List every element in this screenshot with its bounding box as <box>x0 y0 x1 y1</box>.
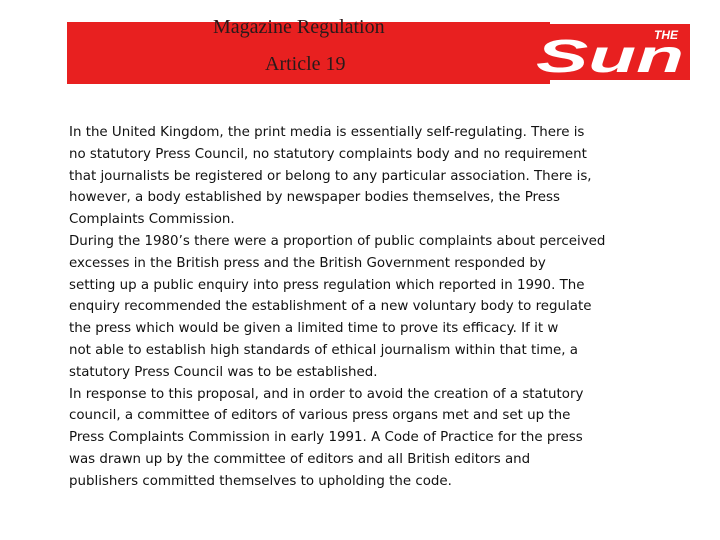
body-line: In the United Kingdom, the print media is essentially self-regulating. There is <box>69 125 585 140</box>
body-line: Complaints Commission. <box>69 212 235 228</box>
body-line: the press which would be given a limited time to prove its efficacy. If it w <box>69 321 559 337</box>
body-line: no statutory Press Council, no statutory complaints body and no requirement <box>69 146 587 162</box>
body-line: excesses in the British press and the British Government responded by <box>69 255 546 271</box>
header-banner <box>67 16 550 84</box>
body-line: council, a committee of editors of various press organs met and set up the <box>69 408 571 424</box>
body-line: setting up a public enquiry into press regulation which reported in 1990. The <box>69 277 585 293</box>
page-title: Magazine Regulation <box>213 16 385 38</box>
sun-logo-graphic <box>530 24 690 80</box>
body-line: publishers committed themselves to upholding the code. <box>69 473 452 489</box>
body-line: During the 1980’s there were a proportion of public complaints about perceived <box>69 233 606 249</box>
logo-main-text: Sun <box>536 30 684 80</box>
body-line: enquiry recommended the establishment of a new voluntary body to regulate <box>69 299 592 315</box>
page-subtitle: Article 19 <box>265 53 346 75</box>
article-body <box>69 122 669 493</box>
body-line: was drawn up by the committee of editors and all British editors and <box>69 451 531 467</box>
body-line: not able to establish high standards of ethical journalism within that time, a <box>69 342 578 358</box>
body-line: statutory Press Council was to be established. <box>69 364 378 380</box>
body-line: Press Complaints Commission in early 1991. A Code of Practice for the press <box>69 430 583 446</box>
body-line: that journalists be registered or belong to any particular association. There is, <box>69 168 592 184</box>
body-line: In response to this proposal, and in order to avoid the creation of a statutory <box>69 386 584 402</box>
body-line: however, a body established by newspaper bodies themselves, the Press <box>69 190 560 206</box>
logo-small-text: THE <box>654 28 678 42</box>
sun-logo <box>530 24 690 80</box>
